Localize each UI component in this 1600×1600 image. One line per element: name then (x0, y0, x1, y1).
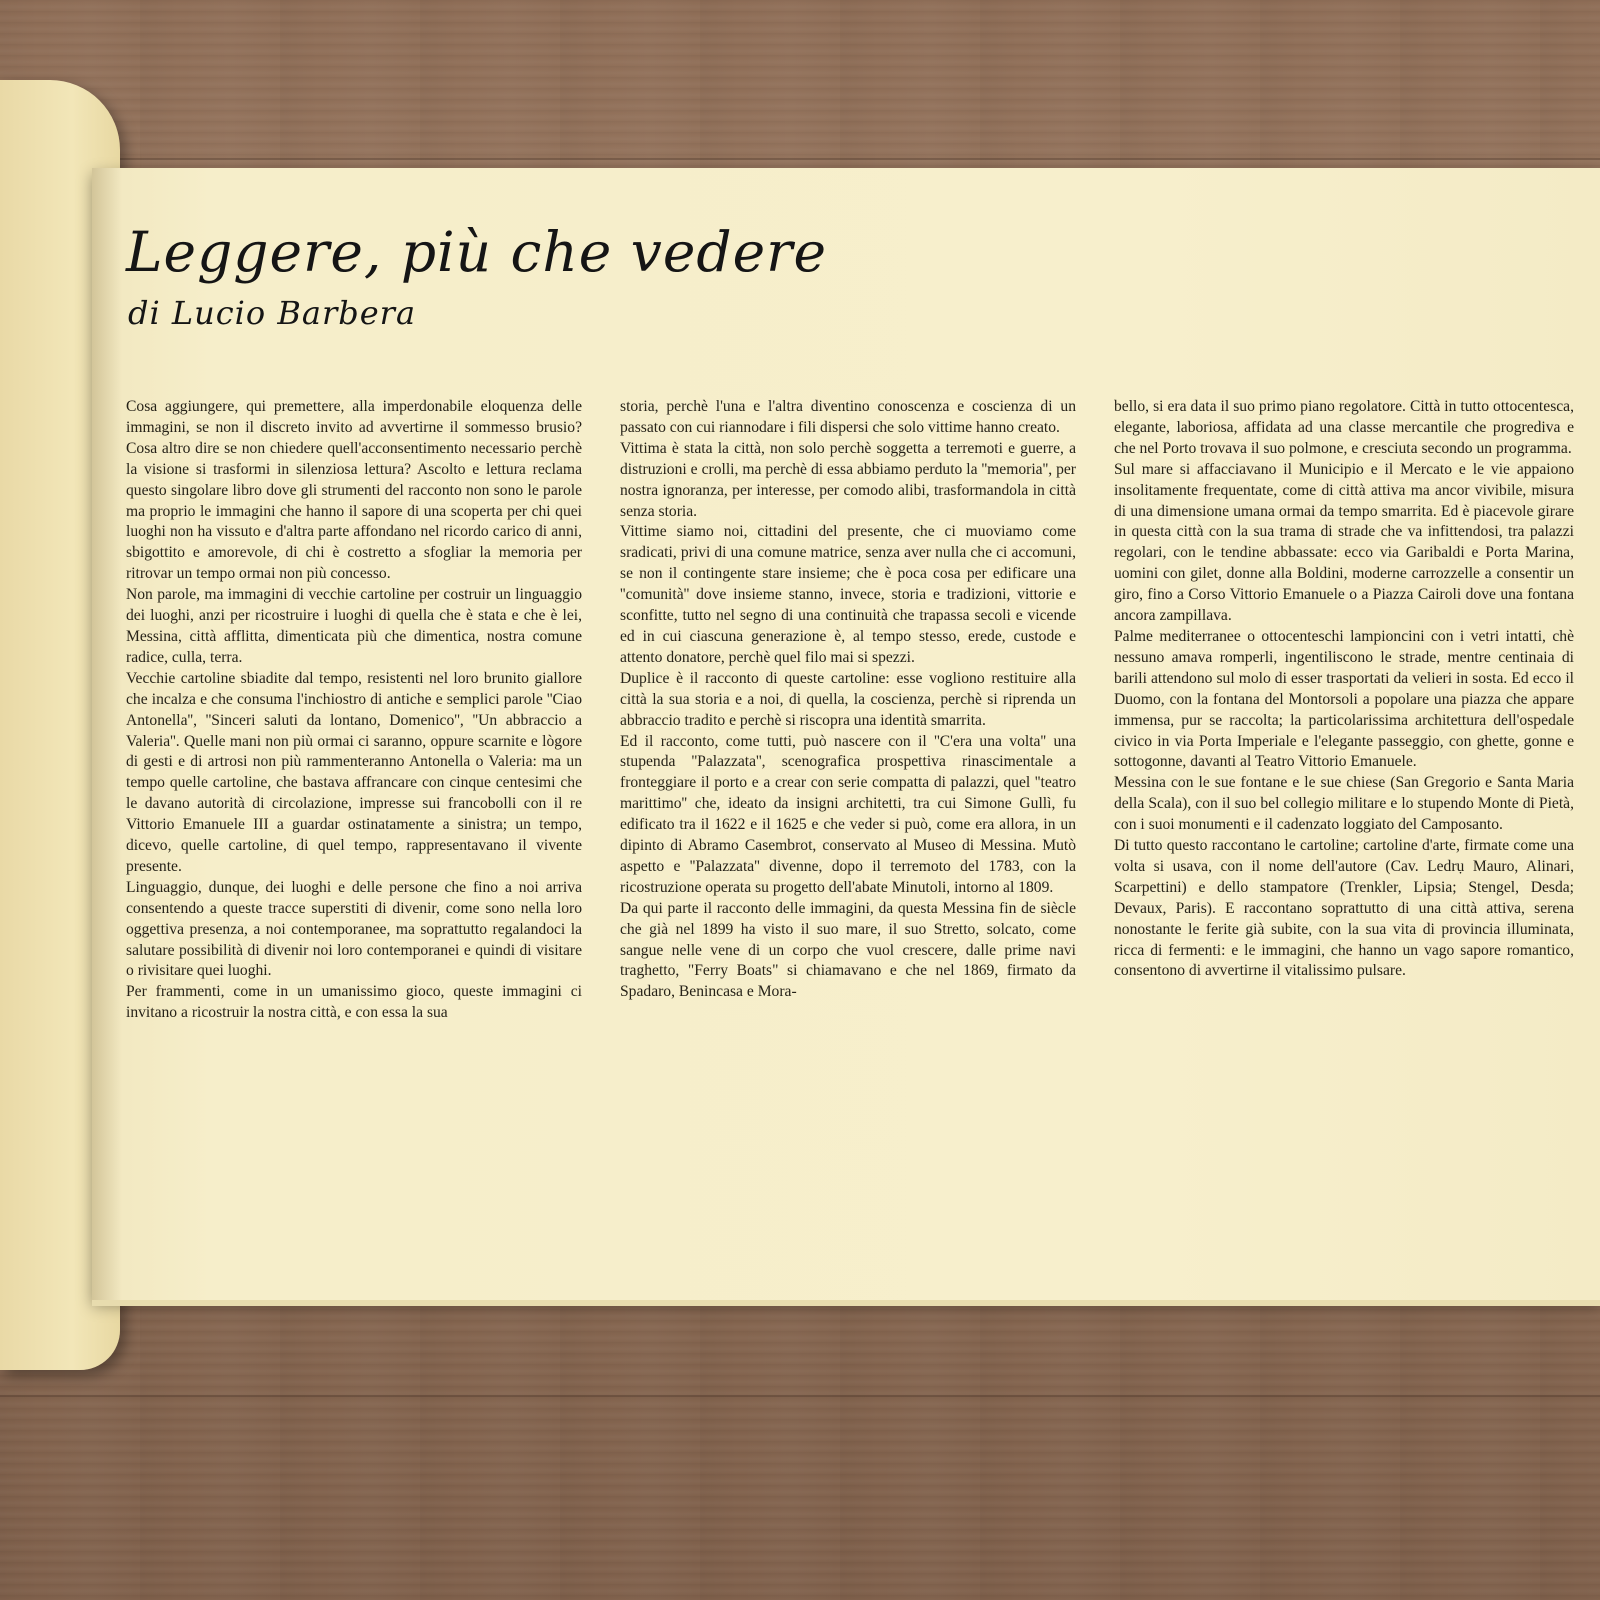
paragraph: Ed il racconto, come tutti, può nascere con il ''C'era una volta'' una stupenda ''Palazzata'', scenografica prospettiva rinascimentale a fronteggiare il porto e a crear con serie compatta di palazzi, quel ''teatro marittimo'' che, ideato da insigni architetti, tra cui Simone Gullì, fu edificato tra il 1622 e il 1625 e che veder si può, come era allora, in un dipinto di Abramo Casembrot, conservato al Museo di Messina. Mutò aspetto e ''Palazzata'' divenne, dopo il terremoto del 1783, con la ricostruzione operata su progetto dell'abate Minutoli, intorno al 1809. (620, 732, 1076, 896)
text-column-2 (620, 397, 1076, 1003)
paragraph: Cosa aggiungere, qui premettere, alla imperdonabile eloquenza delle immagini, se non il discreto invito ad avvertirne il sommesso brusio? Cosa altro dire se non chiedere quell'acconsentimento necessario perchè la visione si trasformi in silenziosa lettura? Ascolto e lettura reclama questo singolare libro dove gli strumenti del racconto non sono le parole ma proprio le immagini che hanno il sapore di una scoperta per chi quei luoghi non ha vissuto e d'altra parte affondano nel ricordo carico di anni, sbigottito e amorevole, di chi è costretto a sfogliar la memoria per ritrovar un tempo ormai non più concesso. (126, 398, 582, 583)
book-page (92, 168, 1600, 1300)
paragraph: Vittima è stata la città, non solo perchè soggetta a terremoti e guerre, a distruzioni e crolli, ma perchè di essa abbiamo perduto la ''memoria'', per nostra ignoranza, per interesse, per comodo alibi, trasformandola in città senza storia. (620, 439, 1076, 520)
text-column-3 (1114, 397, 1574, 982)
paragraph: Duplice è il racconto di queste cartoline: esse vogliono restituire alla città la sua storia e a noi, di quella, la coscienza, perchè si riprenda un abbraccio tradito e perchè si riscopra una identità smarrita. (620, 669, 1076, 729)
article-title: Leggere, più che vedere (126, 220, 828, 284)
paragraph: Messina con le sue fontane e le sue chiese (San Gregorio e Santa Maria della Scala), con il suo bel collegio militare e lo stupendo Monte di Pietà, con i suoi monumenti e il cadenzato loggiato del Camposanto. (1114, 774, 1574, 834)
article-author: di Lucio Barbera (128, 294, 417, 332)
paragraph: storia, perchè l'una e l'altra diventino conoscenza e coscienza di un passato con cui riannodare i fili dispersi che solo vittime hanno creato. (620, 398, 1076, 436)
paragraph: Per frammenti, come in un umanissimo gioco, queste immagini ci invitano a ricostruir la nostra città, e con essa la sua (126, 983, 582, 1022)
paragraph: Da qui parte il racconto delle immagini, da questa Messina fin de siècle che già nel 1899 ha visto il suo mare, il suo Stretto, solcato, come sangue nelle vene di un corpo che vuol crescere, dalle prime navi traghetto, "Ferry Boats" si chiamavano e che nel 1869, firmato da Spadaro, Benincasa e Mora- (620, 899, 1076, 1001)
paragraph: Di tutto questo raccontano le cartoline; cartoline d'arte, firmate come una volta si usava, con il nome dell'autore (Cav. Ledrụ Mauro, Alinari, Scarpettini) e dello stampatore (Trenkler, Lipsia; Stengel, Desda; Devaux, Paris). E raccontano soprattutto di una città attiva, serena nonostante le ferite già subite, con la sua vita di provincia illuminata, ricca di fermenti: e le immagini, che hanno un vago sapore romantico, consentono di avvertirne il vitalissimo pulsare. (1114, 837, 1574, 980)
paragraph: Vittime siamo noi, cittadini del presente, che ci muoviamo come sradicati, privi di una comune matrice, senza aver nulla che ci accomuni, se non il contingente stare insieme; che è poca cosa per edificare una ''comunità'' dove insieme stanno, invece, storia e tradizioni, vittorie e sconfitte, tutto nel segno di una continuità che trapassa secoli e vicende ed in cui ciascuna generazione è, al tempo stesso, erede, custode e attento donatore, perchè quel filo mai si spezzi. (620, 523, 1076, 666)
paragraph: Linguaggio, dunque, dei luoghi e delle persone che fino a noi arriva consentendo a queste tracce superstiti di divenir, come sono nella loro oggettiva presenza, a noi contemporanee, ma soprattutto regalandoci la salutare possibilità di divenir noi loro contemporanei e quindi di visitare o rivisitare quei luoghi. (126, 878, 582, 980)
paragraph: Sul mare si affacciavano il Municipio e il Mercato e le vie appaiono insolitamente frequentate, come di città attiva ma ancor vivibile, misura di una dimensione umana ormai da tempo smarrita. Ed è piacevole girare in questa città con la sua trama di strade che va infittendosi, tra palazzi regolari, con le tendine abbassate: ecco via Garibaldi e Porta Marina, uomini con gilet, donne alla Boldini, moderne carrozzelle a consentir un giro, fino a Corso Vittorio Emanuele o a Piazza Cairoli dove una fontana ancora zampillava. (1114, 460, 1574, 625)
paragraph: bello, si era data il suo primo piano regolatore. Città in tutto ottocentesca, elegante, laboriosa, affidata ad una classe mercantile che progrediva e che nel Porto trovava il suo polmone, e cresciuta secondo un programma. (1114, 398, 1574, 457)
paragraph: Non parole, ma immagini di vecchie cartoline per costruir un linguaggio dei luoghi, anzi per ricostruire i luoghi di quella che è stata e che è lei, Messina, città afflitta, dimenticata più che dimentica, nostra comune radice, culla, terra. (126, 586, 582, 666)
paragraph: Palme mediterranee o ottocenteschi lampioncini con i vetri intatti, chè nessuno amava romperli, ingentiliscono le strade, mentre centinaia di barili attendono sul molo di esser trasportati da velieri in sosta. Ed ecco il Duomo, con la fontana del Montorsoli a popolare una piazza che appare immensa, pur se raccolta; la particolarissima architettura dell'ospedale civico in via Porta Imperiale e l'elegante passeggio, con ghette, gonne e sottogonne, davanti al Teatro Vittorio Emanuele. (1114, 627, 1574, 771)
text-column-1 (126, 397, 582, 1024)
paragraph: Vecchie cartoline sbiadite dal tempo, resistenti nel loro brunito giallore che incalza e che consuma l'inchiostro di antiche e semplici parole ''Ciao Antonella'', ''Sinceri saluti da lontano, Domenico'', ''Un abbraccio a Valeria''. Quelle mani non più ormai ci saranno, oppure scarnite e lògore di gesti e di artrosi non più rammenteranno Antonella o Valeria: ma un tempo quelle cartoline, che bastava affrancare con cinque centesimi che le davano autorità di circolazione, impresse sui francobolli con il re Vittorio Emanuele III a guardar ostinatamente a sinistra; un tempo, dicevo, quelle cartoline, di quel tempo, rappresentavano il vivente presente. (126, 669, 582, 875)
